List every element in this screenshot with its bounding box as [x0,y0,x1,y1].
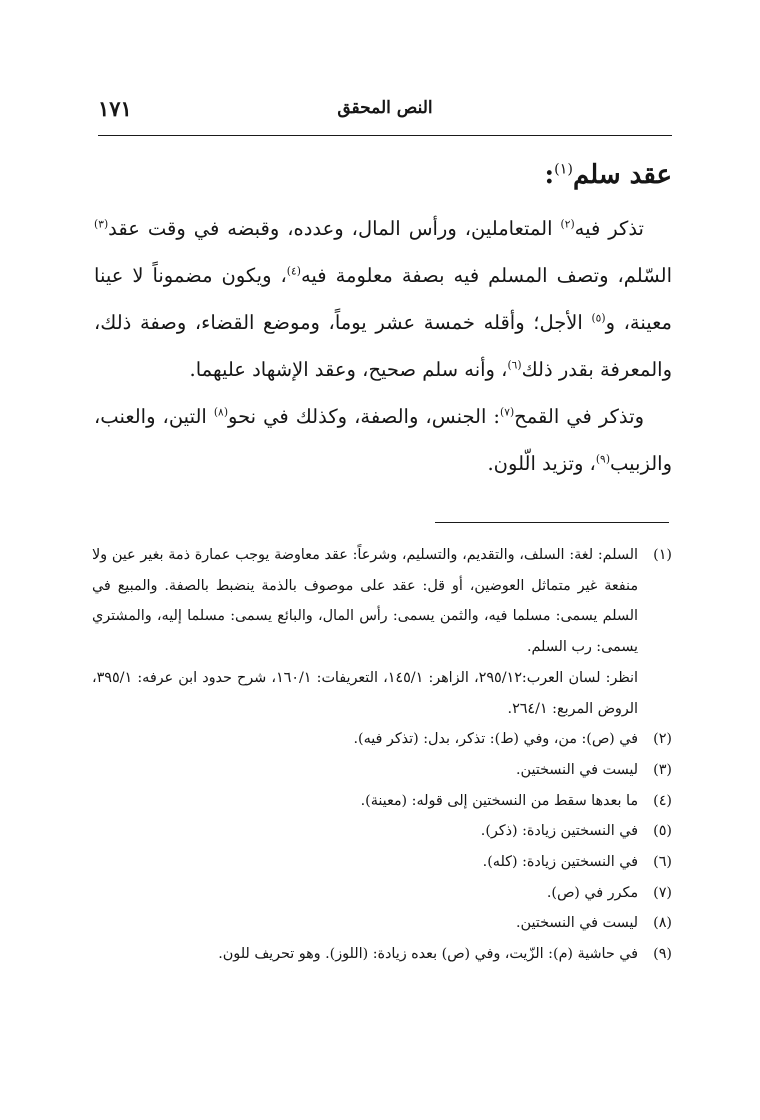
paragraph-1 [94,205,672,393]
footnote-ref: (٩) [595,452,610,466]
footnote-number: (٩) [653,946,672,963]
text-run: وتذكر في القمح [514,405,645,428]
page-number: ١٧١ [98,96,132,121]
footnote-number: (٥) [653,823,672,840]
footnote-text: في حاشية (م): الزّيت، وفي (ص) بعده زيادة: (اللوز). وهو تحريف للون. [218,946,638,963]
section-heading-text: عقد سلم [572,160,672,190]
footnote-ref: (٧) [500,405,515,419]
text-run: الأجل؛ وأقله خمسة عشر يوماً، وموضع القضاء، وصفة ذلك، والمعرفة بقدر ذلك [94,311,672,381]
footnote-ref: (٣) [94,217,109,231]
footnote-7 [92,878,672,909]
footnote-text: ما بعدها سقط من النسختين إلى قوله: (معينة). [360,792,638,809]
footnote-5 [92,816,672,847]
footnote-4 [92,786,672,817]
text-run: ، وتزيد الّلون. [487,452,596,475]
footnote-text: ليست في النسختين. [516,761,638,778]
footnote-2 [92,724,672,755]
footnote-ref: (٨) [213,405,228,419]
text-run: تذكر فيه [574,217,644,240]
running-header [98,96,672,128]
paragraph-2 [94,393,672,487]
section-heading-colon: : [544,160,555,190]
footnote-text: في النسختين زيادة: (كله). [482,854,638,871]
footnote-text: ليست في النسختين. [516,915,638,932]
footnote-1 [92,540,672,663]
footnote-text: في النسختين زيادة: (ذكر). [480,823,638,840]
footnote-reference-text: انظر: لسان العرب:٢٩٥/١٢، الزاهر: ١٤٥/١، التعريفات: ١٦٠/١، شرح حدود ابن عرفه: ٣٩٥/١، الروض المربع: ٢٦٤/١. [92,669,638,717]
footnote-ref: (٤) [286,264,301,278]
footnote-number: (٨) [653,915,672,932]
footnote-ref: (٦) [507,358,522,372]
text-run: المتعاملين، ورأس المال، وعدده، وقبضه في وقت عقد [108,217,561,240]
footnote-6 [92,847,672,878]
section-heading [544,155,672,195]
footnotes [92,540,672,970]
header-divider [98,135,672,136]
text-run: : الجنس، والصفة، وكذلك في نحو [228,405,501,428]
footnote-number: (٤) [653,792,672,809]
main-text [94,205,672,487]
footnote-3 [92,755,672,786]
footnote-9 [92,939,672,970]
footnote-separator [435,522,669,523]
footnote-number: (٧) [653,884,672,901]
footnote-number: (٦) [653,854,672,871]
text-run: التين، والعنب، والزبيب [94,405,672,475]
footnote-text: في (ص): من، وفي (ط): تذكر، بدل: (تذكر فيه). [353,731,638,748]
text-run: ، ويكون مضموناً لا عينا معينة، و [94,264,673,334]
footnote-text: مكرر في (ص). [546,884,638,901]
text-run: ، وأنه سلم صحيح، وعقد الإشهاد عليهما. [189,358,508,381]
footnote-ref: (٥) [591,311,606,325]
footnote-1-references [92,663,638,724]
footnote-number: (٢) [653,731,672,748]
running-title: النص المحقق [337,98,433,118]
footnote-8 [92,908,672,939]
footnote-ref: (٢) [560,217,575,231]
footnote-ref: (١) [554,161,573,178]
footnote-text: السلم: لغة: السلف، والتقديم، والتسليم، وشرعاً: عقد معاوضة يوجب عمارة ذمة بغير عين ولا منفعة غير متماثل العوضين، أو قل: عقد على موصوف بالذمة ينضبط بالصفة. والمبيع في السلم يسمى: مسلما فيه، والثمن يسمى: رأس المال، والبائع يسمى: مسلما إليه، والمشتري يسمى: رب السلم. [92,547,638,656]
footnote-number: (٣) [653,761,672,778]
footnote-number: (١) [653,547,672,563]
text-run: السّلم، وتصف المسلم فيه بصفة معلومة فيه [300,264,672,287]
